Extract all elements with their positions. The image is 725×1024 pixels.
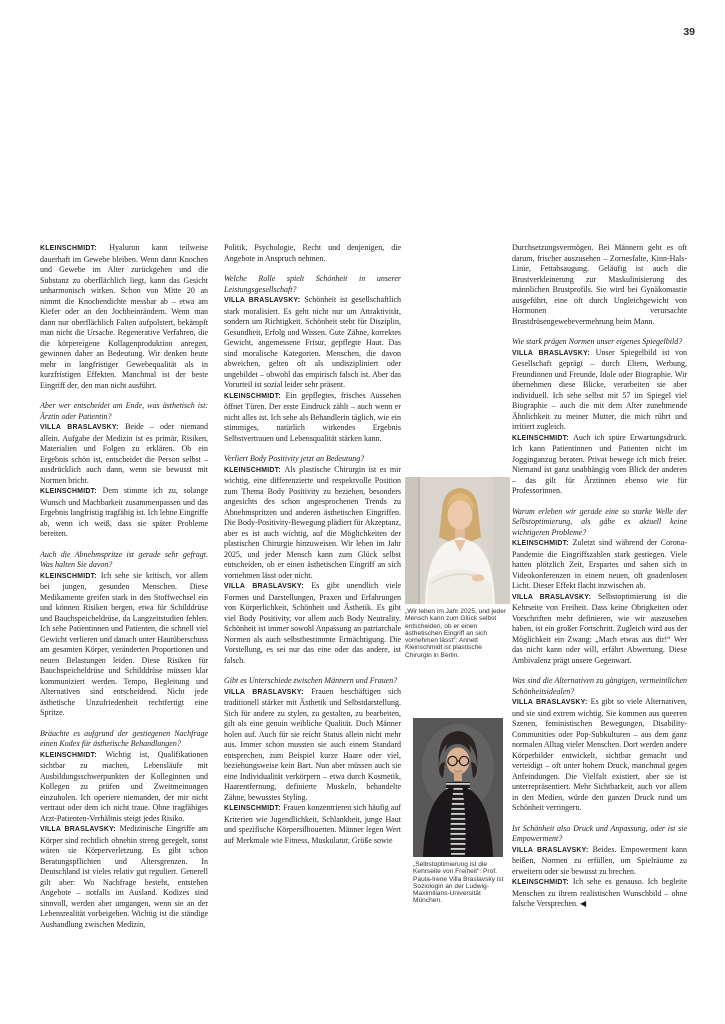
answer-paragraph: KLEINSCHMIDT: Dem stimme ich zu, solange Wunsch und Machbarkeit zusammenpassen und das Ergebnis langfristig tragfähig ist. Ich lehne Eingriffe ab, wenn ich weiß, dass sie später Probleme bereiten. (40, 486, 208, 538)
text-column-3 (512, 243, 687, 910)
speaker-label: KLEINSCHMIDT: (40, 572, 101, 580)
speaker-label: KLEINSCHMIDT: (224, 466, 285, 474)
photo-villa-braslavsky (413, 718, 503, 857)
question-paragraph: Warum erleben wir gerade eine so starke Welle der Selbstoptimierung, als gäbe es aktuell keine wichtigeren Probleme? (512, 506, 687, 537)
photo-caption-kleinschmidt: „Wir leben im Jahr 2025, und jeder Mensch kann zum Glück selbst entscheiden, ob er einen ästhetischen Eingriff an sich vornehmen lässt“: Annett Kleinschmidt ist plastische Chirurgin in Berlin. (405, 608, 507, 659)
continuation-paragraph: Politik, Psychologie, Recht und denjenigen, die Angebote in Anspruch nehmen. (224, 243, 401, 263)
speaker-label: VILLA BRASLAVSKY: (224, 297, 305, 304)
portrait-image-dark-haired-woman-glasses (413, 718, 503, 857)
speaker-label: VILLA BRASLAVSKY: (512, 699, 591, 706)
answer-paragraph: VILLA BRASLAVSKY: Unser Spiegelbild ist von Gesellschaft geprägt – durch Eltern, Werbung, Freundinnen und Freunde, Idole oder Biographie. Wir übernehmen diese Blicke, verarbeiten sie aber individuell. Ich sehe selbst mit 57 im Spiegel viel Biographie – auch die mit dem Alter zunehmende Ähnlichkeit zu meiner Mutter, die mich rührt und irritiert zugleich. (512, 347, 687, 431)
photo-caption-villa-braslavsky: „Selbstoptimierung ist die Kehrseite von Freiheit“: Prof. Paula-Irene Villa Braslavsky ist Soziologin an der Ludwig-Maximilians-Universität München. (413, 861, 504, 905)
answer-paragraph: VILLA BRASLAVSKY: Schönheit ist gesellschaftlich stark moralisiert. Es geht nicht nur um Attraktivität, sondern um Richtigkeit. Schönheit steht für Disziplin, Gesundheit, Erfolg und Wissen. Gute Zähne, korrektes Gewicht, angemessene Frisur, gepflegte Haut. Das sind moralische Kategorien. Menschen, die davon abweichen, gelten oft als undiszipliniert oder ungebildet – obwohl das empirisch falsch ist. Aber das Vorurteil ist sozial leider sehr präsent. (224, 295, 401, 389)
portrait-image-blonde-woman (405, 477, 510, 604)
answer-paragraph: KLEINSCHMIDT: Zuletzt sind während der Corona-Pandemie die Eingriffszahlen stark gestiegen. Viele hatten plötzlich Zeit, Erspartes und sahen sich in Videokonferenzen in einem neuen, oft gnadenlosen Licht. Dieser Effekt flacht inzwischen ab. (512, 538, 687, 590)
continuation-paragraph: Durchsetzungsvermögen. Bei Männern geht es oft darum, frischer auszusehen – Zornesfalte, Kinn-Hals-Linie, Fettabsaugung. Geläufig ist auch die Brustverkleinerung zur Maskulinisierung des männlichen Brustprofils. Sie wird bei Gynäkomastie ausgeführt, eine oft durch Ungleichgewicht von Hormonen verursachte Brustdrüsengewebevermehrung beim Mann. (512, 243, 687, 326)
speaker-label: KLEINSCHMIDT: (40, 751, 106, 759)
speaker-label: KLEINSCHMIDT: (224, 805, 284, 812)
answer-paragraph: VILLA BRASLAVSKY: Beides. Empowerment kann heißen, Normen zu erfüllen, um Spielräume zu erweitern oder sie bewusst zu brechen. (512, 844, 687, 876)
answer-paragraph: VILLA BRASLAVSKY: Frauen beschäftigen sich traditionell stärker mit Ästhetik und Selbstdarstellung. Sich für andere zu stylen, zu gestalten, zu bearbeiten, gilt als eine genuin weibliche Qualität. Doch Männer holen auf. Auch für sie reicht Status allein nicht mehr aus. Immer schon mussten sie auch einem Standard entsprechen, zum Beispiel kurze Haare oder viel, beziehungsweise kein Bart. Nun aber müssen auch sie eine Individualität verkörpern – etwa durch Kosmetik, Haarentfernung, definierte Muskeln, behandelte Zähne, bewusstes Styling. (224, 686, 401, 802)
question-paragraph: Verliert Body Positivity jetzt an Bedeutung? (224, 454, 365, 463)
answer-paragraph: KLEINSCHMIDT: Ich sehe sie kritisch, vor allem bei jungen, gesunden Menschen. Diese Medikamente greifen stark in den Stoffwechsel ein und können Risiken bergen, etwa für Schilddrüse und Bauchspeicheldrüse, da Langzeitstudien fehlen. Ich sehe Patientinnen und Patienten, die schnell viel Gewicht verlieren und danach unter Hautüberschuss am gesamten Körper, veränderten Proportionen und neuen Belastungen leiden. Diese Risiken für Bauchspeicheldrüse und Schilddrüse müssen klar kommuniziert werden. Tempo, Begleitung und Alternativen sind entscheidend. Nicht jede ästhetische Unzufriedenheit rechtfertigt eine Spritze. (40, 570, 208, 717)
answer-paragraph: KLEINSCHMIDT: Hyaluron kann teilweise dauerhaft im Gewebe bleiben. Wenn dann Knochen und Gewebe im Alter zurückgehen und die Substanz zu oberflächlich liegt, kann das Gesicht unharmonisch wirken. Schon von Mitte 20 an nimmt die Knochendichte messbar ab – etwa am Kiefer oder an den Jochbeinrändern. Wenn man dann nur oberflächlich Falten aufpolstert, bekämpft man nicht die Ursache. Regenerative Verfahren, die die körpereigene Kollagenproduktion anregen, gewinnen daher an Bedeutung. Wir denken heute mehr in langfristiger Gewebequalität als in kurzfristigen Effekten. Manchmal ist der beste Eingriff der, den man nicht ausführt. (40, 243, 208, 390)
question-paragraph: Auch die Abnehmspritze ist gerade sehr gefragt. Was halten Sie davon? (40, 549, 208, 569)
answer-paragraph: KLEINSCHMIDT: Frauen konzentrieren sich häufig auf Kriterien wie Jugendlichkeit, Schlankheit, junge Haut und spezifische Körpersilhouetten. Männer legen Wert auf Merkmale wie Fitness, Muskulatur, Größe sowie (224, 803, 401, 845)
speaker-label: VILLA BRASLAVSKY: (224, 688, 312, 696)
answer-paragraph: VILLA BRASLAVSKY: Es gibt unendlich viele Formen und Darstellungen, Praxen und Erfahrungen von Körperlichkeit, Schönheit und Ästhetik. Es gibt viel Body Positivity, vor allem auch Body Neutrality. Schönheit ist immer sowohl Anpassung an patriarchale Normen als auch selbstbestimmte Ermächtigung. Die Vorstellung, es sei nur das eine oder das andere, ist falsch. (224, 581, 401, 665)
speaker-label: KLEINSCHMIDT: (512, 434, 574, 442)
speaker-label: KLEINSCHMIDT: (40, 488, 103, 495)
answer-paragraph: VILLA BRASLAVSKY: Es gibt so viele Alternativen, und sie sind extrem wichtig. Sie kommen aus queeren Szenen, feministischen Bewegungen, Disability-Communities oder Pop-Subkulturen – aus dem ganz normalen Alltag vieler Menschen. Dort werden andere Körperbilder entwickelt, sichtbar gemacht und verteidigt – oft unter hohem Druck, manchmal gegen Anfeindungen. Die Vielfalt existiert, aber sie ist unterrepräsentiert. Mehr Sichtbarkeit, auch vor allem in den Medien, würde den ganzen Druck rund um Schönheit verringern. (512, 697, 687, 812)
speaker-label: VILLA BRASLAVSKY: (512, 349, 596, 357)
speaker-label: KLEINSCHMIDT: (512, 879, 573, 886)
speaker-label: VILLA BRASLAVSKY: (40, 826, 120, 833)
answer-paragraph: VILLA BRASLAVSKY: Medizinische Eingriffe am Körper sind rechtlich ohnehin streng geregelt, sonst wären sie Körperverletzung. Es gibt schon Beratungspflichten und Altersgrenzen. In Deutschland ist vieles relativ gut reguliert. Generell gilt aber: Wo Nachfrage besteht, entstehen Angebote – notfalls im Ausland. Kodizes sind sinnvoll, werden aber umgangen, wenn sie an der Lebensrealität vorbeigehen. Wichtig ist die ständige Aushandlung zwischen Medizin, (40, 824, 208, 929)
text-column-1 (40, 243, 208, 930)
question-paragraph: Wie stark prägen Normen unser eigenes Spiegelbild? (512, 337, 683, 346)
answer-paragraph: KLEINSCHMIDT: Wichtig ist, Qualifikationen sichtbar zu machen, Lebensläufe mit Ausbildungsschwerpunkten der Kolleginnen und Kollegen zu prüfen und Zweitmeinungen einzuholen. Ich operiere niemanden, der mir nicht vertraut oder dem ich nicht traue. Ohne tragfähiges Arzt-Patienten-Verhältnis steigt jedes Risiko. (40, 749, 208, 823)
answer-paragraph: KLEINSCHMIDT: Ein gepflegtes, frisches Aussehen öffnet Türen. Der erste Eindruck zählt – auch wenn er nicht alles ist. Ich sehe als Behandlerin täglich, wie ein stimmiges, natürlich wirkendes Ergebnis Selbstvertrauen und Lebensqualität stärken kann. (224, 390, 401, 443)
answer-paragraph: VILLA BRASLAVSKY: Selbstoptimierung ist die Kehrseite von Freiheit. Dass keine Obrigkeiten oder Vorschriften mehr definieren, wie wir auszusehen haben, ist ein großer Fortschritt. Zugleich wird aus der Möglichkeit ein Zwang: „Mach etwas aus dir!“ Wer das nicht kann oder will, erfährt Abwertung. Diese Ambivalenz prägt unsere Gegenwart. (512, 591, 687, 665)
text-column-2 (224, 243, 401, 846)
speaker-label: VILLA BRASLAVSKY: (40, 424, 126, 431)
speaker-label: VILLA BRASLAVSKY: (224, 583, 312, 590)
speaker-label: KLEINSCHMIDT: (224, 392, 286, 400)
page-number: 39 (683, 26, 695, 38)
question-paragraph: Ist Schönheit also Druck und Anpassung, oder ist sie Empowerment? (512, 823, 687, 843)
speaker-label: KLEINSCHMIDT: (40, 245, 110, 252)
question-paragraph: Bräuchte es aufgrund der gestiegenen Nachfrage einen Kodex für ästhetische Behandlungen? (40, 728, 208, 748)
speaker-label: KLEINSCHMIDT: (512, 540, 573, 547)
question-paragraph: Welche Rolle spielt Schönheit in unserer Leistungsgesellschaft? (224, 274, 401, 294)
answer-paragraph: KLEINSCHMIDT: Auch ich spüre Erwartungsdruck. Ich kann Patientinnen und Patienten nicht im Jogginganzug beraten. Privat bewege ich mich freier. Niemand ist ganz unabhängig vom Blick der anderen – das gilt für Ärztinnen ebenso wie für Professorinnen. (512, 432, 687, 495)
speaker-label: VILLA BRASLAVSKY: (512, 593, 598, 601)
answer-paragraph: VILLA BRASLAVSKY: Beide – oder niemand allein. Aufgabe der Medizin ist es primär, Risiken, Materialien und Folgen zu erklären. Ob ein Ergebnis schön ist, entscheidet die Person selbst – ausdrücklich auch dann, wenn sie bewusst mit Normen bricht. (40, 422, 208, 485)
answer-paragraph: KLEINSCHMIDT: Als plastische Chirurgin ist es mir wichtig, eine differenzierte und respektvolle Position zum Thema Body Positivity zu beziehen, besonders angesichts des schon angesprochenen Trends zu Abnehmspritzen und anderen ästhetischen Eingriffen. Die Body-Positivity-Bewegung plädiert für Akzeptanz, aber es ist auch wichtig, auf die Möglichkeiten der plastischen Chirurgie hinzuweisen. Wir leben im Jahr 2025, und jeder Mensch kann zum Glück selbst entscheiden, ob er einen ästhetischen Eingriff an sich vornehmen lässt oder nicht. (224, 464, 401, 580)
question-paragraph: Was sind die Alternativen zu gängigen, vermeintlichen Schönheitsidealen? (512, 676, 687, 696)
answer-paragraph: KLEINSCHMIDT: Ich sehe es genauso. Ich begleite Menschen zu ihrem realistischen Wunschbild – ohne falsche Versprechen. ◀ (512, 877, 688, 908)
question-paragraph: Gibt es Unterschiede zwischen Männern und Frauen? (224, 676, 398, 685)
photo-annett-kleinschmidt (405, 477, 510, 604)
speaker-label: VILLA BRASLAVSKY: (512, 846, 593, 854)
question-paragraph: Aber wer entscheidet am Ende, was ästhetisch ist: Ärztin oder Patientin? (40, 401, 208, 421)
